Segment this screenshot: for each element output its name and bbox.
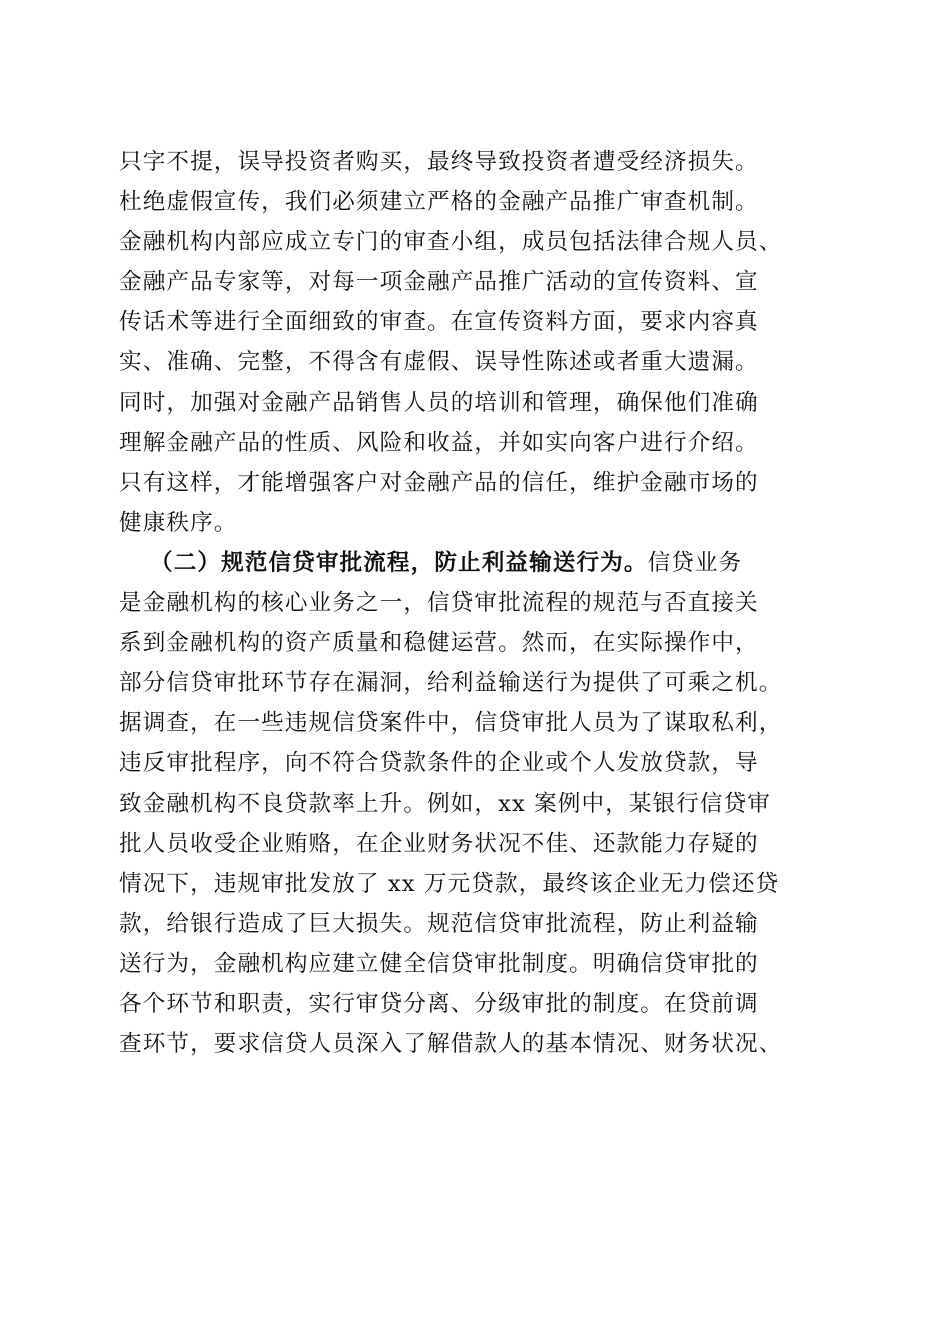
text-line: 只有这样，才能增强客户对金融产品的信任，维护金融市场的 (119, 469, 759, 496)
text-line: 款，给银行造成了巨大损失。规范信贷审批流程，防止利益输 (119, 910, 759, 937)
text-line: 同时，加强对金融产品销售人员的培训和管理，确保他们准确 (119, 389, 759, 416)
text-line: 杜绝虚假宣传，我们必须建立严格的金融产品推广审查机制。 (119, 189, 759, 216)
text-line: 理解金融产品的性质、风险和收益，并如实向客户进行介绍。 (119, 429, 759, 456)
text-line: 健康秩序。 (119, 509, 238, 536)
text-line: 查环节，要求信贷人员深入了解借款人的基本情况、财务状况、 (119, 1031, 783, 1058)
text-line: 系到金融机构的资产质量和稳健运营。然而，在实际操作中， (119, 630, 759, 657)
text-line: 致金融机构不良贷款率上升。例如，xx 案例中，某银行信贷审 (119, 790, 772, 817)
text-line: 情况下，违规审批发放了 xx 万元贷款，最终该企业无力偿还贷 (119, 870, 780, 897)
text-line: 实、准确、完整，不得含有虚假、误导性陈述或者重大遗漏。 (119, 349, 759, 376)
text-line: 是金融机构的核心业务之一，信贷审批流程的规范与否直接关 (119, 590, 759, 617)
text-line: 只字不提，误导投资者购买，最终导致投资者遭受经济损失。 (119, 149, 759, 175)
section-heading: （二）规范信贷审批流程，防止利益输送行为。 (150, 549, 648, 576)
text-line: 金融产品专家等，对每一项金融产品推广活动的宣传资料、宣 (119, 269, 759, 296)
text-line: 违反审批程序，向不符合贷款条件的企业或个人发放贷款，导 (119, 750, 759, 777)
text-line: 批人员收受企业贿赂，在企业财务状况不佳、还款能力存疑的 (119, 830, 759, 857)
text-line: 送行为，金融机构应建立健全信贷审批制度。明确信贷审批的 (119, 950, 759, 977)
text-line: 金融机构内部应成立专门的审查小组，成员包括法律合规人员、 (119, 229, 783, 256)
body-text (119, 142, 859, 1064)
text-line: 各个环节和职责，实行审贷分离、分级审批的制度。在贷前调 (119, 990, 759, 1017)
section-heading-line (119, 543, 859, 583)
text-line: 传话术等进行全面细致的审查。在宣传资料方面，要求内容真 (119, 309, 759, 336)
text-line: 部分信贷审批环节存在漏洞，给利益输送行为提供了可乘之机。 (119, 670, 783, 697)
section-first-line-rest: 信贷业务 (647, 549, 743, 576)
text-line: 据调查，在一些违规信贷案件中，信贷审批人员为了谋取私利， (119, 710, 783, 737)
